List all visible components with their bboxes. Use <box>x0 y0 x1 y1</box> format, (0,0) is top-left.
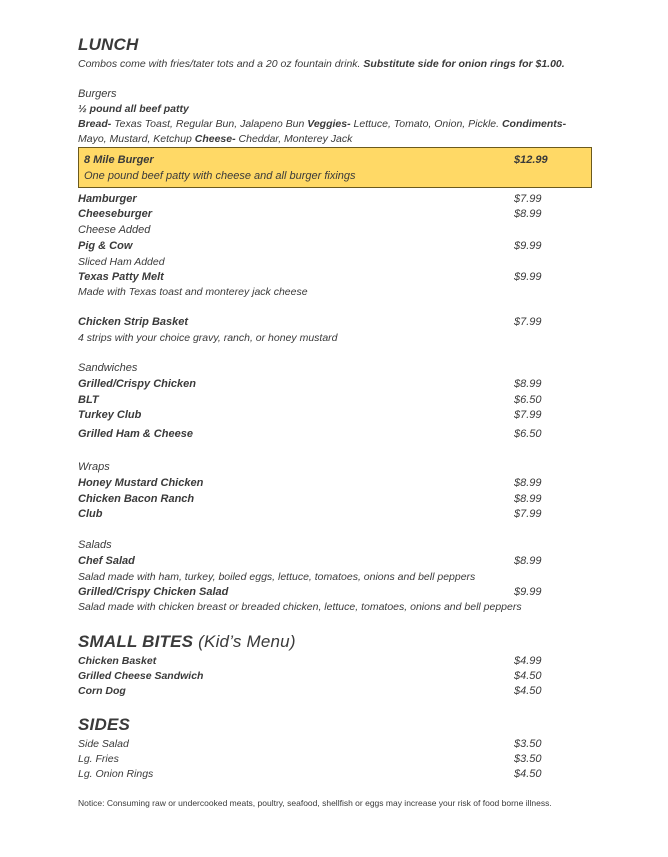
featured-item-name: 8 Mile Burger <box>84 154 154 166</box>
menu-item-name: Honey Mustard Chicken <box>78 477 204 489</box>
menu-item-price: $9.99 <box>514 271 542 283</box>
menu-item-price: $7.99 <box>514 508 542 520</box>
combo-intro: Combos come with fries/tater tots and a 20 oz fountain drink. <box>78 58 361 70</box>
health-notice: Notice: Consuming raw or undercooked meats, poultry, seafood, shellfish or eggs may increase your risk of food borne illness. <box>78 798 552 808</box>
menu-item-price: $8.99 <box>514 555 542 567</box>
menu-item-price: $8.99 <box>514 477 542 489</box>
menu-item-price: $9.99 <box>514 586 542 598</box>
menu-item-price: $4.50 <box>514 685 542 697</box>
menu-item-price: $4.99 <box>514 655 542 667</box>
menu-item-price: $7.99 <box>514 193 542 205</box>
menu-item-name: Cheeseburger <box>78 208 152 220</box>
menu-item-price: $4.50 <box>514 670 542 682</box>
menu-item-name: BLT <box>78 394 99 406</box>
veggies-text: Lettuce, Tomato, Onion, Pickle. <box>353 118 500 130</box>
lunch-title: LUNCH <box>78 35 139 54</box>
bread-text: Texas Toast, Regular Bun, Jalapeno Bun <box>114 118 305 130</box>
menu-item-name: Corn Dog <box>78 685 126 697</box>
burgers-patty: ½ pound all beef patty <box>78 103 189 115</box>
menu-item-name: Club <box>78 508 103 520</box>
menu-item-desc: Sliced Ham Added <box>78 256 165 268</box>
menu-item-desc: Cheese Added <box>78 224 151 236</box>
menu-item-name: Lg. Fries <box>78 753 119 765</box>
menu-item-name: Grilled Cheese Sandwich <box>78 670 204 682</box>
menu-item-price: $8.99 <box>514 378 542 390</box>
small-bites-subtitle: (Kid’s Menu) <box>198 632 296 651</box>
menu-item-price: $3.50 <box>514 738 542 750</box>
menu-item-name: Chef Salad <box>78 555 135 567</box>
menu-item-name: Hamburger <box>78 193 137 205</box>
combo-substitute: Substitute side for onion rings for $1.00. <box>363 58 565 70</box>
burger-options-line2 <box>78 133 352 145</box>
menu-item-name: Chicken Basket <box>78 655 157 667</box>
menu-item-price: $8.99 <box>514 493 542 505</box>
menu-item-name: Lg. Onion Rings <box>78 768 154 780</box>
featured-item-desc: One pound beef patty with cheese and all burger fixings <box>84 170 356 182</box>
wraps-header: Wraps <box>78 461 110 473</box>
menu-item-name: Chicken Strip Basket <box>78 316 189 328</box>
cheese-label: Cheese- <box>194 133 236 145</box>
veggies-label: Veggies- <box>307 118 351 130</box>
menu-item-name: Turkey Club <box>78 409 142 421</box>
sides-title: SIDES <box>78 715 131 734</box>
menu-item-name: Grilled Ham & Cheese <box>78 428 193 440</box>
combo-note <box>78 58 565 70</box>
menu-item-price: $4.50 <box>514 768 542 780</box>
menu-item-price: $3.50 <box>514 753 542 765</box>
menu-item-price: $8.99 <box>514 208 542 220</box>
burgers-header: Burgers <box>78 88 117 100</box>
condiments-text: Mayo, Mustard, Ketchup <box>78 133 192 145</box>
menu-item-price: $7.99 <box>514 316 542 328</box>
small-bites-title-text: SMALL BITES <box>78 632 194 651</box>
sandwiches-header: Sandwiches <box>78 362 138 374</box>
burger-options-line1 <box>78 118 566 130</box>
salads-header: Salads <box>78 539 112 551</box>
small-bites-title <box>78 632 296 652</box>
condiments-label: Condiments- <box>501 118 567 130</box>
menu-item-name: Texas Patty Melt <box>78 271 164 283</box>
menu-item-name: Side Salad <box>78 738 129 750</box>
menu-item-price: $9.99 <box>514 240 542 252</box>
menu-item-name: Grilled/Crispy Chicken Salad <box>78 586 229 598</box>
menu-item-desc: 4 strips with your choice gravy, ranch, or honey mustard <box>78 332 338 344</box>
menu-item-name: Grilled/Crispy Chicken <box>78 378 196 390</box>
menu-item-name: Pig & Cow <box>78 240 133 252</box>
featured-item-price: $12.99 <box>514 154 548 166</box>
menu-item-desc: Made with Texas toast and monterey jack cheese <box>78 286 308 298</box>
menu-item-price: $7.99 <box>514 409 542 421</box>
menu-item-name: Chicken Bacon Ranch <box>78 493 195 505</box>
menu-item-price: $6.50 <box>514 394 542 406</box>
menu-item-desc: Salad made with ham, turkey, boiled eggs, lettuce, tomatoes, onions and bell peppers <box>78 571 476 583</box>
menu-item-desc: Salad made with chicken breast or breaded chicken, lettuce, tomatoes, onions and bell peppers <box>78 601 522 613</box>
cheese-text: Cheddar, Monterey Jack <box>238 133 353 145</box>
menu-item-price: $6.50 <box>514 428 542 440</box>
bread-label: Bread- <box>78 118 112 130</box>
